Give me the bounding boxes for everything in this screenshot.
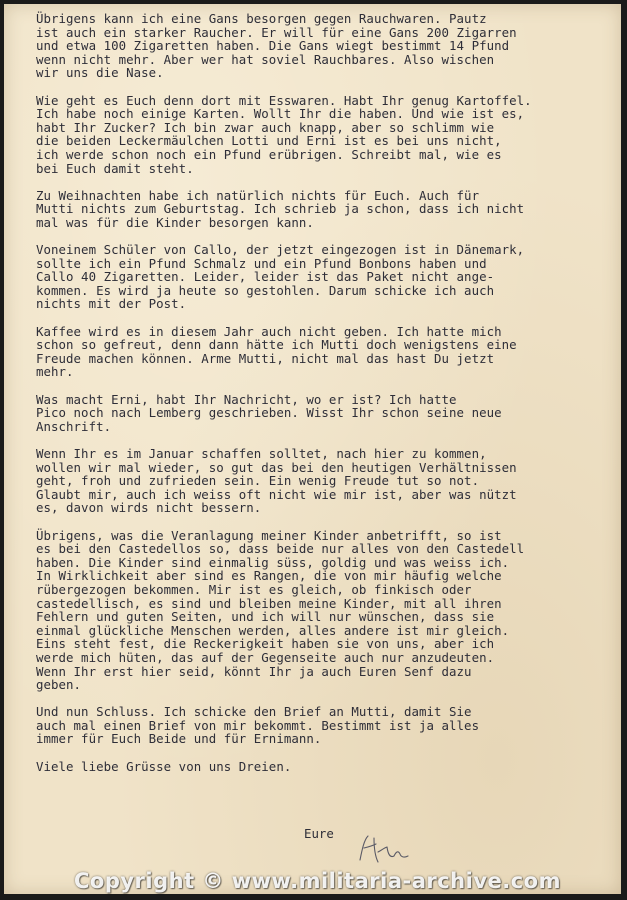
text-line: immer für Euch Beide und für Ernimann. bbox=[36, 731, 322, 747]
text-line: castedellisch, es sind und bleiben meine Kinder, mit all ihren bbox=[36, 595, 502, 611]
closing-word: Eure bbox=[304, 826, 334, 841]
paragraph bbox=[36, 243, 621, 311]
text-line: Zu Weihnachten habe ich natürlich nichts für Euch. Auch für bbox=[36, 187, 480, 203]
text-line: es bei den Castedellos so, dass beide nur alles von den Castedell bbox=[36, 541, 525, 557]
text-line: Wenn Ihr erst hier seid, könnt Ihr ja auch Euren Senf dazu bbox=[36, 663, 472, 679]
paragraph bbox=[36, 189, 621, 230]
text-line: Pico noch nach Lemberg geschrieben. Wisst Ihr schon seine neue bbox=[36, 405, 502, 421]
text-line: auch mal einen Brief von mir bekommt. Bestimmt ist ja alles bbox=[36, 717, 480, 733]
text-line: Wenn Ihr es im Januar schaffen solltet, nach hier zu kommen, bbox=[36, 446, 487, 461]
text-line: wir uns die Nase. bbox=[36, 65, 164, 81]
paragraph bbox=[36, 94, 621, 176]
paragraph bbox=[36, 325, 621, 379]
text-line: Mutti nichts zum Geburtstag. Ich schrieb ja schon, dass ich nicht bbox=[36, 201, 525, 217]
text-line: kommen. Es wird ja heute so gestohlen. Darum schicke ich auch bbox=[36, 282, 495, 298]
text-line: Übrigens kann ich eine Gans besorgen gegen Rauchwaren. Pautz bbox=[36, 11, 487, 26]
paragraph bbox=[36, 12, 621, 80]
text-line: Glaubt mir, auch ich weiss oft nicht wie mir ist, aber was nützt bbox=[36, 486, 517, 502]
text-line: Callo 40 Zigaretten. Leider, leider ist das Paket nicht ange- bbox=[36, 269, 495, 285]
text-line: schon so gefreut, denn dann hätte ich Mutti doch wenigstens eine bbox=[36, 337, 517, 353]
paragraph bbox=[36, 705, 621, 746]
text-line: Freude machen können. Arme Mutti, nicht mal das hast Du jetzt bbox=[36, 350, 495, 366]
text-line: Und nun Schluss. Ich schicke den Brief an Mutti, damit Sie bbox=[36, 704, 472, 720]
text-line: sollte ich ein Pfund Schmalz und ein Pfund Bonbons haben und bbox=[36, 255, 487, 271]
text-line: Viele liebe Grüsse von uns Dreien. bbox=[36, 758, 292, 774]
text-line: Anschrift. bbox=[36, 418, 112, 434]
text-line: Fehlern und guten Seiten, und ich will nur wünschen, dass sie bbox=[36, 609, 495, 625]
text-line: rübergezogen bekommen. Mir ist es gleich, ob finkisch oder bbox=[36, 581, 472, 597]
text-line: wenn nicht mehr. Aber wer hat soviel Rauchbares. Also wischen bbox=[36, 51, 495, 67]
text-line: Übrigens, was die Veranlagung meiner Kinder anbetrifft, so ist bbox=[36, 527, 502, 543]
text-line: mal was für die Kinder besorgen kann. bbox=[36, 214, 314, 230]
text-line: Kaffee wird es in diesem Jahr auch nicht geben. Ich hatte mich bbox=[36, 323, 502, 339]
letter-page bbox=[4, 4, 621, 894]
text-line: geht, froh und zufrieden sein. Ein wenig Freude tut so not. bbox=[36, 473, 480, 489]
text-line: nichts mit der Post. bbox=[36, 296, 187, 312]
text-line: Wie geht es Euch denn dort mit Esswaren. Habt Ihr genug Kartoffel. bbox=[36, 92, 532, 108]
text-line: und etwa 100 Zigaretten haben. Die Gans wiegt bestimmt 14 Pfund bbox=[36, 38, 510, 54]
text-line: wollen wir mal wieder, so gut das bei den heutigen Verhältnissen bbox=[36, 459, 517, 475]
text-line: ist auch ein starker Raucher. Er will für eine Gans 200 Zigarren bbox=[36, 24, 517, 40]
text-line: werde mich hüten, das auf der Gegenseite auch nur anzudeuten. bbox=[36, 649, 495, 665]
text-line: habt Ihr Zucker? Ich bin zwar auch knapp, aber so schlimm wie bbox=[36, 119, 495, 135]
text-line: ich werde schon noch ein Pfund erübrigen. Schreibt mal, wie es bbox=[36, 146, 502, 162]
text-line: Was macht Erni, habt Ihr Nachricht, wo er ist? Ich hatte bbox=[36, 391, 457, 407]
copyright-watermark: Copyright © www.militaria-archive.com bbox=[73, 869, 561, 893]
handwritten-signature bbox=[354, 830, 414, 870]
text-line: es, davon wirds nicht bessern. bbox=[36, 500, 262, 516]
text-line: Ich habe noch einige Karten. Wollt Ihr die haben. Und wie ist es, bbox=[36, 106, 525, 122]
paragraph bbox=[36, 393, 621, 434]
text-line: geben. bbox=[36, 677, 82, 693]
text-line: bei Euch damit steht. bbox=[36, 160, 194, 176]
text-line: Eins steht fest, die Reckerigkeit haben sie von uns, aber ich bbox=[36, 636, 495, 652]
text-line: einmal glückliche Menschen werden, alles andere ist mir gleich. bbox=[36, 622, 510, 638]
text-line: die beiden Leckermäulchen Lotti und Erni ist es bei uns nicht, bbox=[36, 133, 502, 149]
paragraph bbox=[36, 529, 621, 692]
text-line: Voneinem Schüler von Callo, der jetzt eingezogen ist in Dänemark, bbox=[36, 242, 525, 258]
text-line: In Wirklichkeit aber sind es Rangen, die von mir häufig welche bbox=[36, 568, 502, 584]
paragraph bbox=[36, 447, 621, 515]
paragraph bbox=[36, 760, 621, 774]
letter-body bbox=[36, 12, 621, 787]
text-line: mehr. bbox=[36, 364, 74, 380]
text-line: haben. Die Kinder sind einmalig süss, goldig und was weiss ich. bbox=[36, 554, 510, 570]
